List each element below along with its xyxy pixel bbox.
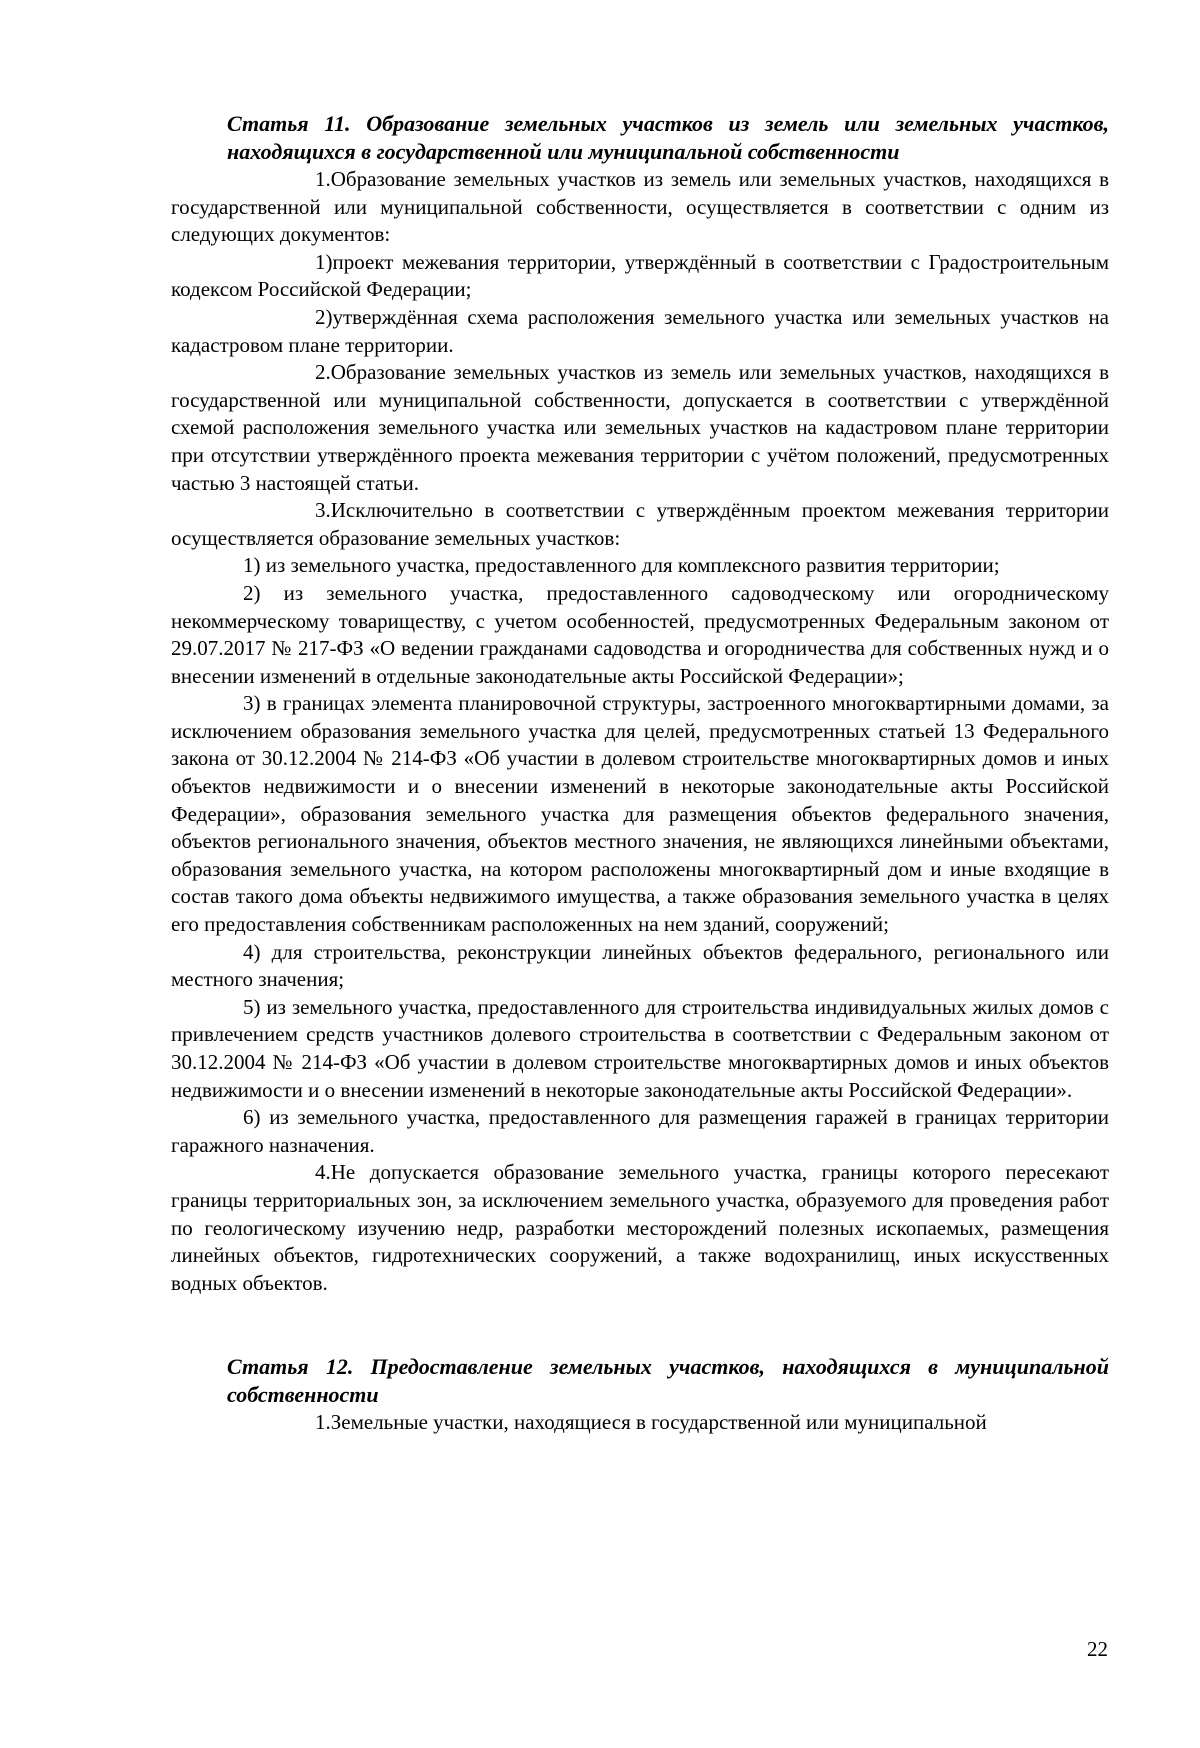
paragraph-number: 2) [315,304,333,329]
paragraph-text: Земельные участки, находящиеся в государственной или муниципальной [330,1410,987,1435]
paragraph-text: Не допускается образование земельного участка, границы которого пересекают границы территориальных зон, за исключением земельного участка, образуемого для проведения работ по геологическому изучению недр, разработки месторождений полезных ископаемых, размещения линейных объектов, гидротехнических сооружений, а также водохранилищ, иных искусственных водных объектов. [171,1160,1109,1295]
paragraph-number: 2. [315,360,331,385]
paragraph-text: Образование земельных участков из земель или земельных участков, находящихся в государственной или муниципальной собственности, допускается в соответствии с утверждённой схемой расположения земельного участка или земельных участков на кадастровом плане территории при отсутствии утверждённого проекта межевания территории с учётом положений, предусмотренных частью 3 настоящей статьи. [171,360,1109,495]
paragraph-text: 5) из земельного участка, предоставленного для строительства индивидуальных жилых домов с привлечением средств участников долевого строительства в соответствии с Федеральным законом от 30.12.2004 № 214-ФЗ «Об участии в долевом строительстве многоквартирных домов и иных объектов недвижимости и о внесении изменений в некоторые законодательные акты Российской Федерации». [171,994,1109,1102]
paragraph [171,939,1109,994]
article-12-heading: Статья 12. Предоставление земельных участков, находящихся в муниципальной собственности [227,1354,1109,1408]
paragraph [171,166,1109,249]
paragraph [171,994,1109,1104]
paragraph-text: 6) из земельного участка, предоставленного для размещения гаражей в границах территории гаражного назначения. [171,1105,1109,1157]
paragraph [171,690,1109,938]
paragraph [171,249,1109,304]
page-number: 22 [1087,1637,1108,1661]
paragraph-text: Исключительно в соответствии с утверждённым проектом межевания территории осуществляется образование земельных участков: [171,498,1109,550]
paragraph-text: 4) для строительства, реконструкции линейных объектов федерального, регионального или местного значения; [171,939,1109,992]
paragraph-number: 1. [315,167,331,191]
paragraph-text: утверждённая схема расположения земельного участка или земельных участков на кадастровом плане территории. [171,304,1109,357]
paragraph [171,1104,1109,1159]
article-11-heading: Статья 11. Образование земельных участков из земель или земельных участков, находящихся в государственной или муниципальной собственности [227,111,1109,164]
paragraph-number: 3. [315,498,331,523]
paragraph [171,497,1109,552]
paragraph-text: 1) из земельного участка, предоставленного для комплексного развития территории; [243,553,1000,578]
paragraph [171,1409,1109,1437]
paragraph [171,304,1109,359]
paragraph-text: проект межевания территории, утверждённый в соответствии с Градостроительным кодексом Российской Федерации; [171,249,1109,302]
paragraph-text: 3) в границах элемента планировочной структуры, застроенного многоквартирными домами, за исключением образования земельного участка для целей, предусмотренных статьей 13 Федерального закона от 30.12.2004 № 214-ФЗ «Об участии в долевом строительстве многоквартирных домов и иных объектов недвижимости и о внесении изменений в некоторые законодательные акты Российской Федерации», образования земельного участка для размещения объектов федерального значения, объектов регионального значения, объектов местного значения, не являющихся линейными объектами, образования земельного участка, на котором расположены многоквартирный дом и иные входящие в состав такого дома объекты недвижимого имущества, а также образования земельного участка в целях его предоставления собственникам расположенных на нем зданий, сооружений; [171,691,1109,937]
section-spacer [171,1297,1109,1353]
document-page [171,110,1109,1720]
paragraph [171,1159,1109,1297]
paragraph-number: 4. [315,1160,331,1185]
paragraph-text: Образование земельных участков из земель или земельных участков, находящихся в государственной или муниципальной собственности, осуществляется в соответствии с одним из следующих документов: [171,167,1109,247]
paragraph [171,359,1109,497]
paragraph-number: 1) [315,249,333,274]
paragraph [171,580,1109,690]
paragraph [171,552,1109,580]
paragraph-text: 2) из земельного участка, предоставленного садоводческому или огородническому некоммерческому товариществу, с учетом особенностей, предусмотренных Федеральным законом от 29.07.2017 № 217-ФЗ «О ведении гражданами садоводства и огородничества для собственных нужд и о внесении изменений в отдельные законодательные акты Российской Федерации»; [171,580,1109,688]
paragraph-number: 1. [315,1410,331,1435]
